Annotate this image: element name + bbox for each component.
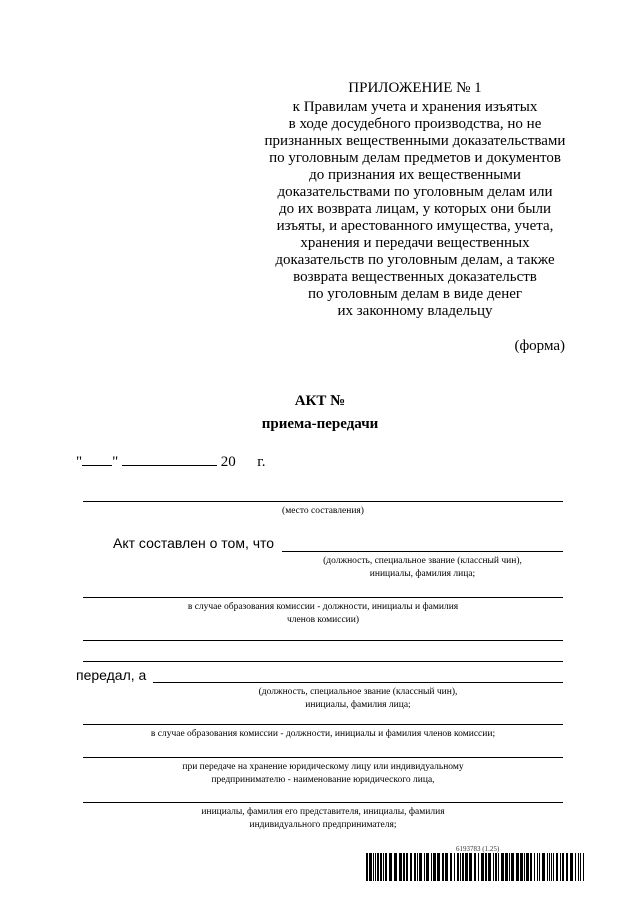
barcode-bar xyxy=(553,853,554,881)
barcode-bar xyxy=(539,853,540,881)
appendix-line: до их возврата лицам, у которых они были xyxy=(278,201,552,217)
year-prefix: 20 xyxy=(220,454,236,470)
appendix-line: доказательств по уголовным делам, а также xyxy=(275,252,555,268)
barcode-bar xyxy=(403,853,405,881)
barcode-bar xyxy=(493,853,494,881)
barcode-bar xyxy=(424,853,425,881)
commission2-line[interactable] xyxy=(83,724,563,725)
form-label: (форма) xyxy=(514,338,565,354)
appendix-line: признанных вещественными доказательствами xyxy=(264,133,566,149)
barcode-bar xyxy=(505,853,508,881)
barcode-bar xyxy=(433,853,436,881)
barcode-bar xyxy=(426,853,429,881)
legal-line[interactable] xyxy=(83,757,563,758)
appendix-line: до признания их вещественными xyxy=(309,167,521,183)
barcode-bar xyxy=(530,853,532,881)
barcode-bar xyxy=(583,853,584,881)
commission-caption-2: членов комиссии) xyxy=(287,615,359,625)
legal-caption-1: при передаче на хранение юридическому лицу или индивидуальному xyxy=(182,762,464,772)
receiver-line[interactable] xyxy=(153,682,563,683)
barcode-bar xyxy=(547,853,548,881)
date-quote-open: " xyxy=(76,454,83,470)
barcode-bar xyxy=(437,853,440,881)
barcode-bar xyxy=(462,853,464,881)
barcode-bar xyxy=(406,853,408,881)
act-made-label: Акт составлен о том, что xyxy=(113,535,275,551)
barcode-bar xyxy=(537,853,538,881)
barcode xyxy=(366,853,586,881)
appendix-line: изъяты, и арестованного имущества, учета, xyxy=(276,218,554,234)
date-line xyxy=(76,451,265,471)
year-suffix: г. xyxy=(257,454,266,470)
barcode-bar xyxy=(495,853,497,881)
barcode-bar xyxy=(465,853,468,881)
representative-line[interactable] xyxy=(83,802,563,803)
barcode-bar xyxy=(385,853,387,881)
barcode-bar xyxy=(526,853,529,881)
barcode-bar xyxy=(414,853,416,881)
representative-caption-2: индивидуального предпринимателя; xyxy=(249,820,397,830)
appendix-block xyxy=(255,80,575,320)
barcode-bar xyxy=(377,853,379,881)
barcode-bar xyxy=(580,853,581,881)
barcode-bar xyxy=(534,853,535,881)
barcode-bar xyxy=(419,853,422,881)
act-subtitle: приема-передачи xyxy=(261,416,379,432)
place-line[interactable] xyxy=(83,501,563,502)
barcode-bar xyxy=(501,853,504,881)
barcode-bar xyxy=(474,853,476,881)
barcode-bar xyxy=(369,853,372,881)
appendix-line: по уголовным делам в виде денег xyxy=(307,286,523,302)
barcode-bar xyxy=(431,853,432,881)
barcode-bar xyxy=(549,853,550,881)
barcode-bar xyxy=(485,853,487,881)
barcode-bar xyxy=(380,853,382,881)
barcode-bar xyxy=(445,853,448,881)
barcode-bar xyxy=(570,853,573,881)
receiver-caption-2: инициалы, фамилия лица; xyxy=(305,700,411,710)
barcode-bar xyxy=(511,853,514,881)
barcode-bar xyxy=(556,853,558,881)
barcode-bar xyxy=(566,853,568,881)
act-title: АКТ № xyxy=(294,393,346,409)
legal-caption-2: предпринимателю - наименование юридического лица, xyxy=(211,775,435,785)
barcode-bar xyxy=(575,853,576,881)
barcode-bar xyxy=(488,853,491,881)
barcode-bar xyxy=(578,853,579,881)
date-quote-close: " xyxy=(112,454,119,470)
transferred-label: передал, а xyxy=(76,667,147,683)
barcode-bar xyxy=(450,853,452,881)
barcode-bar xyxy=(478,853,479,881)
year-field[interactable] xyxy=(240,452,254,466)
barcode-bar xyxy=(394,853,397,881)
barcode-bar xyxy=(383,853,384,881)
barcode-bar xyxy=(542,853,545,881)
barcode-bar xyxy=(469,853,472,881)
official-line[interactable] xyxy=(282,551,563,552)
day-field[interactable] xyxy=(82,451,112,466)
official-caption-2: инициалы, фамилия лица; xyxy=(369,569,476,579)
appendix-line: их законному владельцу xyxy=(337,303,493,319)
blank-line[interactable] xyxy=(83,661,563,662)
barcode-bar xyxy=(417,853,418,881)
barcode-bar xyxy=(560,853,561,881)
appendix-line: по уголовным делам предметов и документов xyxy=(269,150,561,166)
appendix-line: доказательствами по уголовным делам или xyxy=(277,184,553,200)
month-field[interactable] xyxy=(122,451,217,466)
barcode-bar xyxy=(454,853,455,881)
barcode-bar xyxy=(457,853,459,881)
appendix-line: к Правилам учета и хранения изъятых xyxy=(292,99,538,115)
barcode-bar xyxy=(373,853,374,881)
barcode-bar xyxy=(509,853,510,881)
official-caption-1: (должность, специальное звание (классный чин), xyxy=(323,556,522,566)
barcode-bar xyxy=(516,853,519,881)
barcode-bar xyxy=(524,853,525,881)
appendix-line: хранения и передачи вещественных xyxy=(300,235,530,251)
receiver-caption-1: (должность, специальное звание (классный чин), xyxy=(258,687,458,697)
appendix-title: ПРИЛОЖЕНИЕ № 1 xyxy=(348,80,482,96)
barcode-bar xyxy=(460,853,461,881)
commission2-caption: в случае образования комиссии - должности, инициалы и фамилия членов комиссии; xyxy=(150,729,496,739)
appendix-line: в ходе досудебного производства, но не xyxy=(288,116,542,132)
representative-caption-1: инициалы, фамилия его представителя, инициалы, фамилия xyxy=(201,807,445,817)
barcode-bar xyxy=(520,853,523,881)
commission-line[interactable] xyxy=(83,597,563,598)
barcode-bar xyxy=(366,853,368,881)
barcode-bar xyxy=(399,853,402,881)
appendix-line: возврата вещественных доказательств xyxy=(293,269,537,285)
barcode-number: 6193783 (1.25) xyxy=(456,845,500,853)
barcode-bar xyxy=(442,853,444,881)
barcode-bar xyxy=(562,853,564,881)
place-caption: (место составления) xyxy=(282,506,364,516)
commission-caption-1: в случае образования комиссии - должности, инициалы и фамилия xyxy=(187,602,459,612)
blank-line[interactable] xyxy=(83,640,563,641)
barcode-bar xyxy=(551,853,552,881)
barcode-bar xyxy=(410,853,412,881)
barcode-bar xyxy=(481,853,484,881)
barcode-bar xyxy=(498,853,499,881)
barcode-bar xyxy=(389,853,392,881)
barcode-bar xyxy=(375,853,376,881)
